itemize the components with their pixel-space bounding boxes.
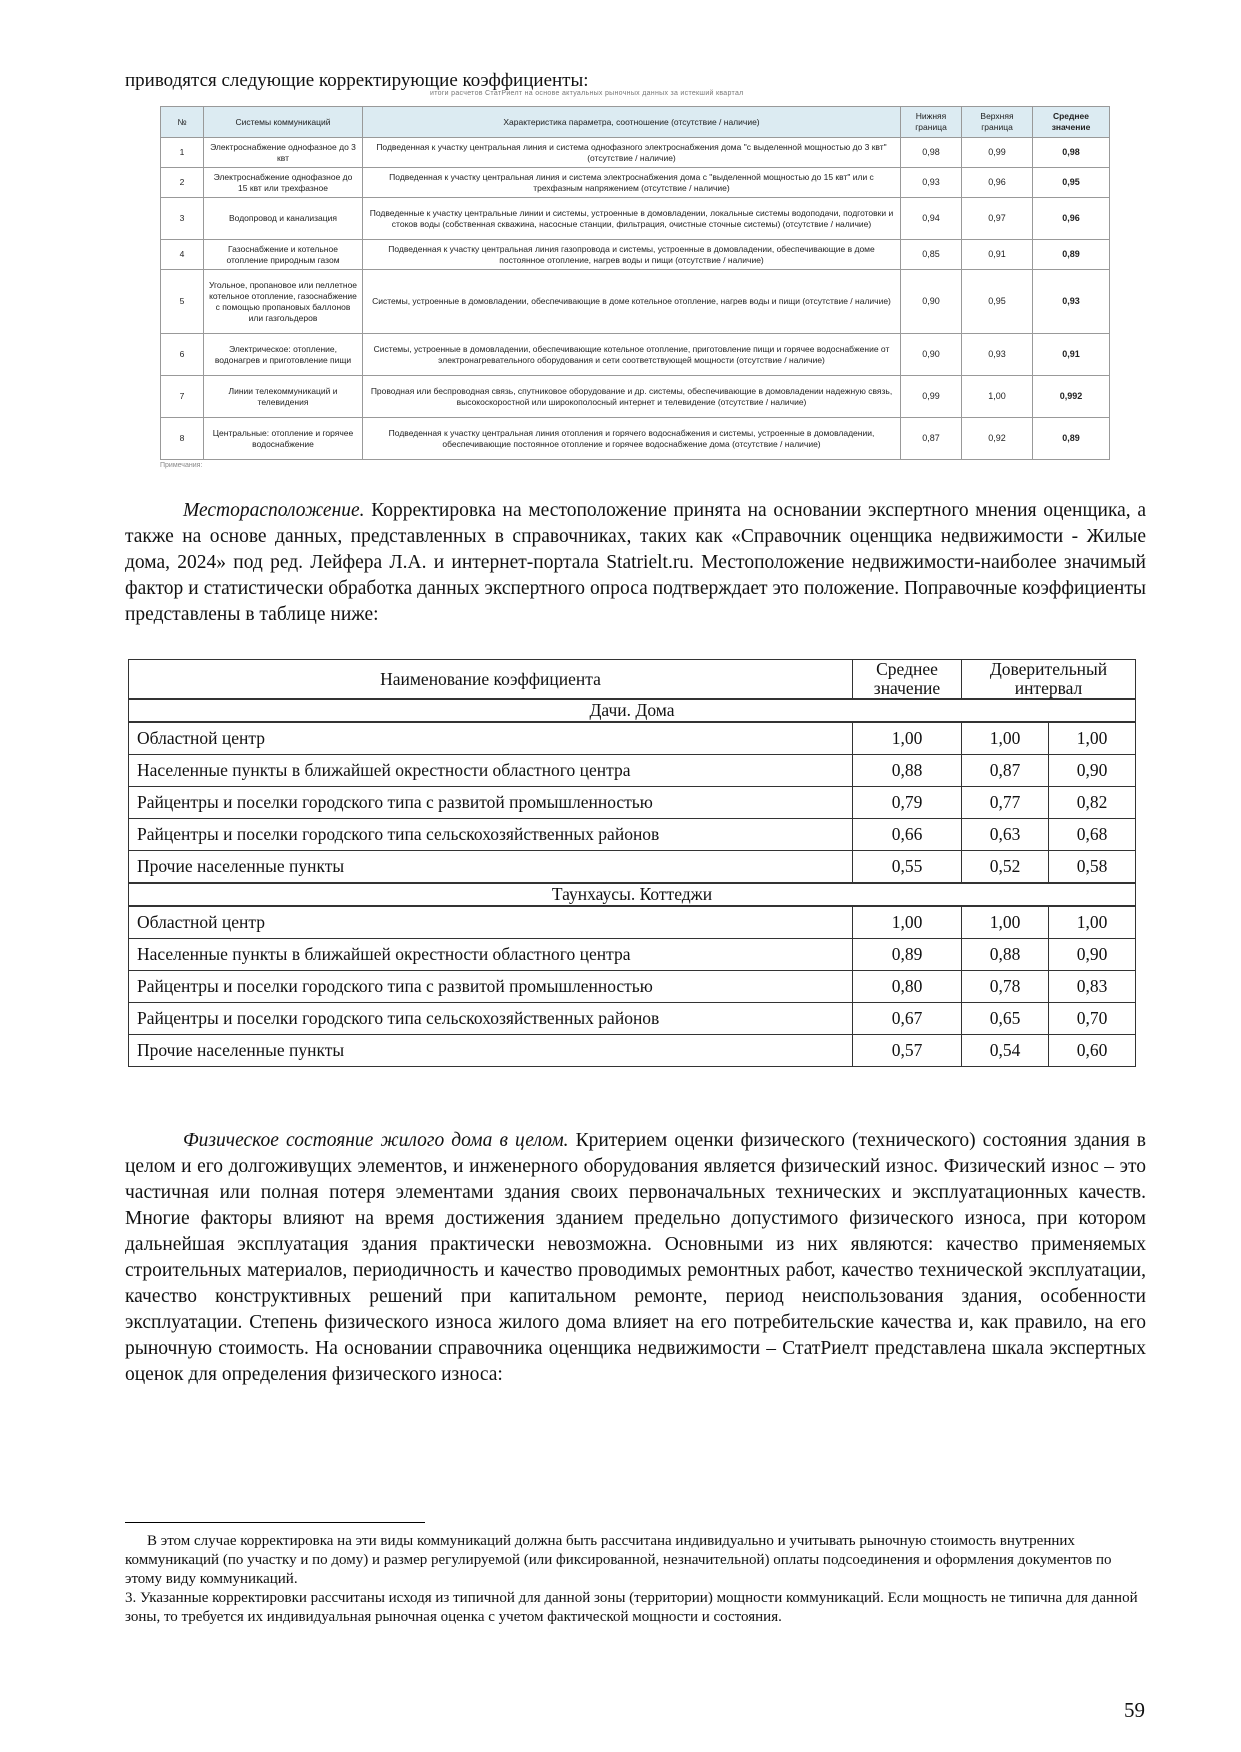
- row-low: 0,93: [901, 168, 962, 198]
- row-low: 1,00: [962, 722, 1049, 755]
- row-mean: 0,992: [1033, 376, 1110, 418]
- row-high: 0,92: [962, 418, 1033, 460]
- location-coefficients-table: [128, 659, 1136, 1067]
- row-mean: 0,57: [853, 1035, 962, 1067]
- row-mean: 1,00: [853, 722, 962, 755]
- row-number: 2: [161, 168, 204, 198]
- row-number: 3: [161, 198, 204, 240]
- table-note: Примечания:: [160, 462, 203, 469]
- table-row: [129, 787, 1136, 819]
- row-mean: 0,80: [853, 971, 962, 1003]
- col-header-name: Наименование коэффициента: [129, 660, 853, 700]
- row-number: 8: [161, 418, 204, 460]
- row-high: 0,70: [1049, 1003, 1136, 1035]
- intro-line: приводятся следующие корректирующие коэффициенты:: [125, 70, 589, 91]
- table-row: [129, 906, 1136, 939]
- row-low: 0,85: [901, 240, 962, 270]
- table-row: [129, 755, 1136, 787]
- row-low: 0,99: [901, 376, 962, 418]
- table-row: [129, 971, 1136, 1003]
- table-row: [161, 138, 1110, 168]
- row-number: 7: [161, 376, 204, 418]
- row-high: 1,00: [1049, 906, 1136, 939]
- location-text: Корректировка на местоположение принята на основании экспертного мнения оценщика, а также на основе данных, представленных в справочниках, таких как «Справочник оценщика недвижимости - Жилые дома, 2024» под ред. Лейфера Л.А. и интернет-портала Statrielt.ru. Местоположение недвижимости-наиболее значимый фактор и статистически обработка данных экспертного опроса подтверждает это положение. Поправочные коэффициенты представлены в таблице ниже:: [125, 500, 1146, 625]
- location-paragraph: [125, 498, 1146, 628]
- row-low: 0,78: [962, 971, 1049, 1003]
- row-name: Областной центр: [129, 906, 853, 939]
- row-low: 0,94: [901, 198, 962, 240]
- row-system: Угольное, пропановое или пеллетное котельное отопление, газоснабжение с помощью пропановых баллонов или газгольдеров: [204, 270, 363, 334]
- row-high: 0,82: [1049, 787, 1136, 819]
- row-number: 4: [161, 240, 204, 270]
- table-row: [129, 819, 1136, 851]
- row-mean: 0,98: [1033, 138, 1110, 168]
- table-row: [161, 168, 1110, 198]
- row-mean: 0,55: [853, 851, 962, 884]
- row-number: 6: [161, 334, 204, 376]
- row-system: Центральные: отопление и горячее водоснабжение: [204, 418, 363, 460]
- row-mean: 0,67: [853, 1003, 962, 1035]
- row-system: Газоснабжение и котельное отопление природным газом: [204, 240, 363, 270]
- col-header-system: Системы коммуникаций: [204, 107, 363, 138]
- row-low: 0,88: [962, 939, 1049, 971]
- table-row: [129, 939, 1136, 971]
- table-header-row: [161, 107, 1110, 138]
- row-name: Прочие населенные пункты: [129, 1035, 853, 1067]
- row-high: 0,95: [962, 270, 1033, 334]
- row-mean: 0,93: [1033, 270, 1110, 334]
- row-high: 0,58: [1049, 851, 1136, 884]
- row-name: Населенные пункты в ближайшей окрестности областного центра: [129, 755, 853, 787]
- row-name: Райцентры и поселки городского типа сельскохозяйственных районов: [129, 819, 853, 851]
- row-low: 0,63: [962, 819, 1049, 851]
- col-header-interval: Доверительный интервал: [962, 660, 1136, 700]
- row-description: Системы, устроенные в домовладении, обеспечивающие котельное отопление, приготовление пищи и горячее водоснабжение от электронагревательного оборудования и сети соответствующей мощности (отсутствие / наличие): [363, 334, 901, 376]
- row-high: 0,90: [1049, 755, 1136, 787]
- col-header-description: Характеристика параметра, соотношение (отсутствие / наличие): [363, 107, 901, 138]
- footnotes: [125, 1532, 1146, 1627]
- row-name: Райцентры и поселки городского типа сельскохозяйственных районов: [129, 1003, 853, 1035]
- row-low: 0,77: [962, 787, 1049, 819]
- row-mean: 1,00: [853, 906, 962, 939]
- row-mean: 0,89: [853, 939, 962, 971]
- row-name: Населенные пункты в ближайшей окрестности областного центра: [129, 939, 853, 971]
- communications-table: [160, 106, 1110, 460]
- footnote-divider: [125, 1522, 425, 1523]
- row-system: Электроснабжение однофазное до 3 квт: [204, 138, 363, 168]
- row-mean: 0,91: [1033, 334, 1110, 376]
- row-system: Водопровод и канализация: [204, 198, 363, 240]
- row-mean: 0,96: [1033, 198, 1110, 240]
- row-name: Райцентры и поселки городского типа с развитой промышленностью: [129, 971, 853, 1003]
- table-row: [161, 376, 1110, 418]
- table-row: [129, 851, 1136, 884]
- row-low: 0,98: [901, 138, 962, 168]
- row-name: Прочие населенные пункты: [129, 851, 853, 884]
- row-mean: 0,95: [1033, 168, 1110, 198]
- row-high: 0,93: [962, 334, 1033, 376]
- table-row: [161, 198, 1110, 240]
- row-number: 5: [161, 270, 204, 334]
- col-header-number: №: [161, 107, 204, 138]
- row-low: 0,90: [901, 334, 962, 376]
- row-name: Райцентры и поселки городского типа с развитой промышленностью: [129, 787, 853, 819]
- table-header-row: [129, 660, 1136, 700]
- scan-caption: итоги расчетов СтатРиелт на основе актуальных рыночных данных за истекший квартал: [430, 90, 744, 97]
- location-title: Месторасположение.: [183, 500, 365, 521]
- physical-condition-paragraph: [125, 1128, 1146, 1388]
- row-low: 0,54: [962, 1035, 1049, 1067]
- row-mean: 0,66: [853, 819, 962, 851]
- table-row: [161, 270, 1110, 334]
- row-high: 0,68: [1049, 819, 1136, 851]
- page-number: 59: [1124, 1698, 1145, 1722]
- row-high: 0,60: [1049, 1035, 1136, 1067]
- row-name: Областной центр: [129, 722, 853, 755]
- footnote-1: В этом случае корректировка на эти виды коммуникаций должна быть рассчитана индивидуально и учитывать рыночную стоимость внутренних коммуникаций (по участку и по дому) и размер регулируемой (или фиксированной, незначительной) оплаты подсоединения и оформления документов по этому виду коммуникаций.: [125, 1533, 1112, 1587]
- row-mean: 0,89: [1033, 418, 1110, 460]
- row-low: 0,87: [962, 755, 1049, 787]
- row-high: 0,91: [962, 240, 1033, 270]
- row-description: Проводная или беспроводная связь, спутниковое оборудование и др. системы, обеспечивающие в домовладении надежную связь, высокоскоростной или широкополосный интернет и телевидение (отсутствие / наличие): [363, 376, 901, 418]
- row-description: Системы, устроенные в домовладении, обеспечивающие в доме котельное отопление, нагрев воды и пищи (отсутствие / наличие): [363, 270, 901, 334]
- footnote-3: 3. Указанные корректировки рассчитаны исходя из типичной для данной зоны (территории) мощности коммуникаций. Если мощность не типична для данной зоны, то требуется их индивидуальная рыночная оценка с учетом фактической мощности и состояния.: [125, 1590, 1138, 1625]
- row-low: 1,00: [962, 906, 1049, 939]
- col-header-mean: Среднее значение: [853, 660, 962, 700]
- row-low: 0,87: [901, 418, 962, 460]
- row-mean: 0,88: [853, 755, 962, 787]
- group-title: Таунхаусы. Коттеджи: [129, 883, 1136, 906]
- row-description: Подведенная к участку центральная линия отопления и горячего водоснабжения и системы, устроенные в домовладении, обеспечивающие постоянное отопление и горячее водоснабжение дома (отсутствие / наличие): [363, 418, 901, 460]
- table-row: [129, 1003, 1136, 1035]
- row-number: 1: [161, 138, 204, 168]
- table-row: [161, 418, 1110, 460]
- row-system: Электрическое: отопление, водонагрев и приготовление пищи: [204, 334, 363, 376]
- table-row: [129, 1035, 1136, 1067]
- row-high: 0,90: [1049, 939, 1136, 971]
- row-low: 0,52: [962, 851, 1049, 884]
- row-high: 0,83: [1049, 971, 1136, 1003]
- row-high: 1,00: [1049, 722, 1136, 755]
- table-row: [161, 334, 1110, 376]
- col-header-mean: Среднее значение: [1033, 107, 1110, 138]
- row-high: 0,97: [962, 198, 1033, 240]
- row-high: 0,99: [962, 138, 1033, 168]
- row-mean: 0,79: [853, 787, 962, 819]
- table-row: [161, 240, 1110, 270]
- row-system: Линии телекоммуникаций и телевидения: [204, 376, 363, 418]
- row-high: 1,00: [962, 376, 1033, 418]
- row-low: 0,90: [901, 270, 962, 334]
- row-description: Подведенная к участку центральная линия и система электроснабжения дома с "выделенной мощностью до 15 квт" или с трехфазным напряжением (отсутствие / наличие): [363, 168, 901, 198]
- row-low: 0,65: [962, 1003, 1049, 1035]
- row-description: Подведенные к участку центральные линии и системы, устроенные в домовладении, локальные системы водоподачи, подготовки и стоков воды (собственная скважина, насосные станции, фильтрация, очистные сточные системы) (отсутствие / наличие): [363, 198, 901, 240]
- row-description: Подведенная к участку центральная линия газопровода и системы, устроенные в домовладении, обеспечивающие в доме постоянное отопление, нагрев воды и пищи (отсутствие / наличие): [363, 240, 901, 270]
- row-mean: 0,89: [1033, 240, 1110, 270]
- physical-text: Критерием оценки физического (технического) состояния здания в целом и его долгоживущих элементов, и инженерного оборудования является физический износ. Физический износ – это частичная или полная потеря элементами здания своих первоначальных технических и эксплуатационных качеств. Многие факторы влияют на время достижения зданием предельно допустимого физического износа, при котором дальнейшая эксплуатация здания практически невозможна. Основными из них являются: качество применяемых строительных материалов, периодичность и качество проводимых ремонтных работ, качество технической эксплуатации, качество конструктивных решений при капитальном ремонте, период неиспользования здания, особенности эксплуатации. Степень физического износа жилого дома влияет на его потребительские качества и, как правило, на его рыночную стоимость. На основании справочника оценщика недвижимости – СтатРиелт представлена шкала экспертных оценок для определения физического износа:: [125, 1130, 1146, 1385]
- col-header-high: Верхняя граница: [962, 107, 1033, 138]
- physical-title: Физическое состояние жилого дома в целом.: [183, 1130, 569, 1151]
- col-header-low: Нижняя граница: [901, 107, 962, 138]
- table-row: [129, 722, 1136, 755]
- row-high: 0,96: [962, 168, 1033, 198]
- row-description: Подведенная к участку центральная линия и система однофазного электроснабжения дома "с выделенной мощностью до 3 квт" (отсутствие / наличие): [363, 138, 901, 168]
- group-title: Дачи. Дома: [129, 699, 1136, 722]
- row-system: Электроснабжение однофазное до 15 квт или трехфазное: [204, 168, 363, 198]
